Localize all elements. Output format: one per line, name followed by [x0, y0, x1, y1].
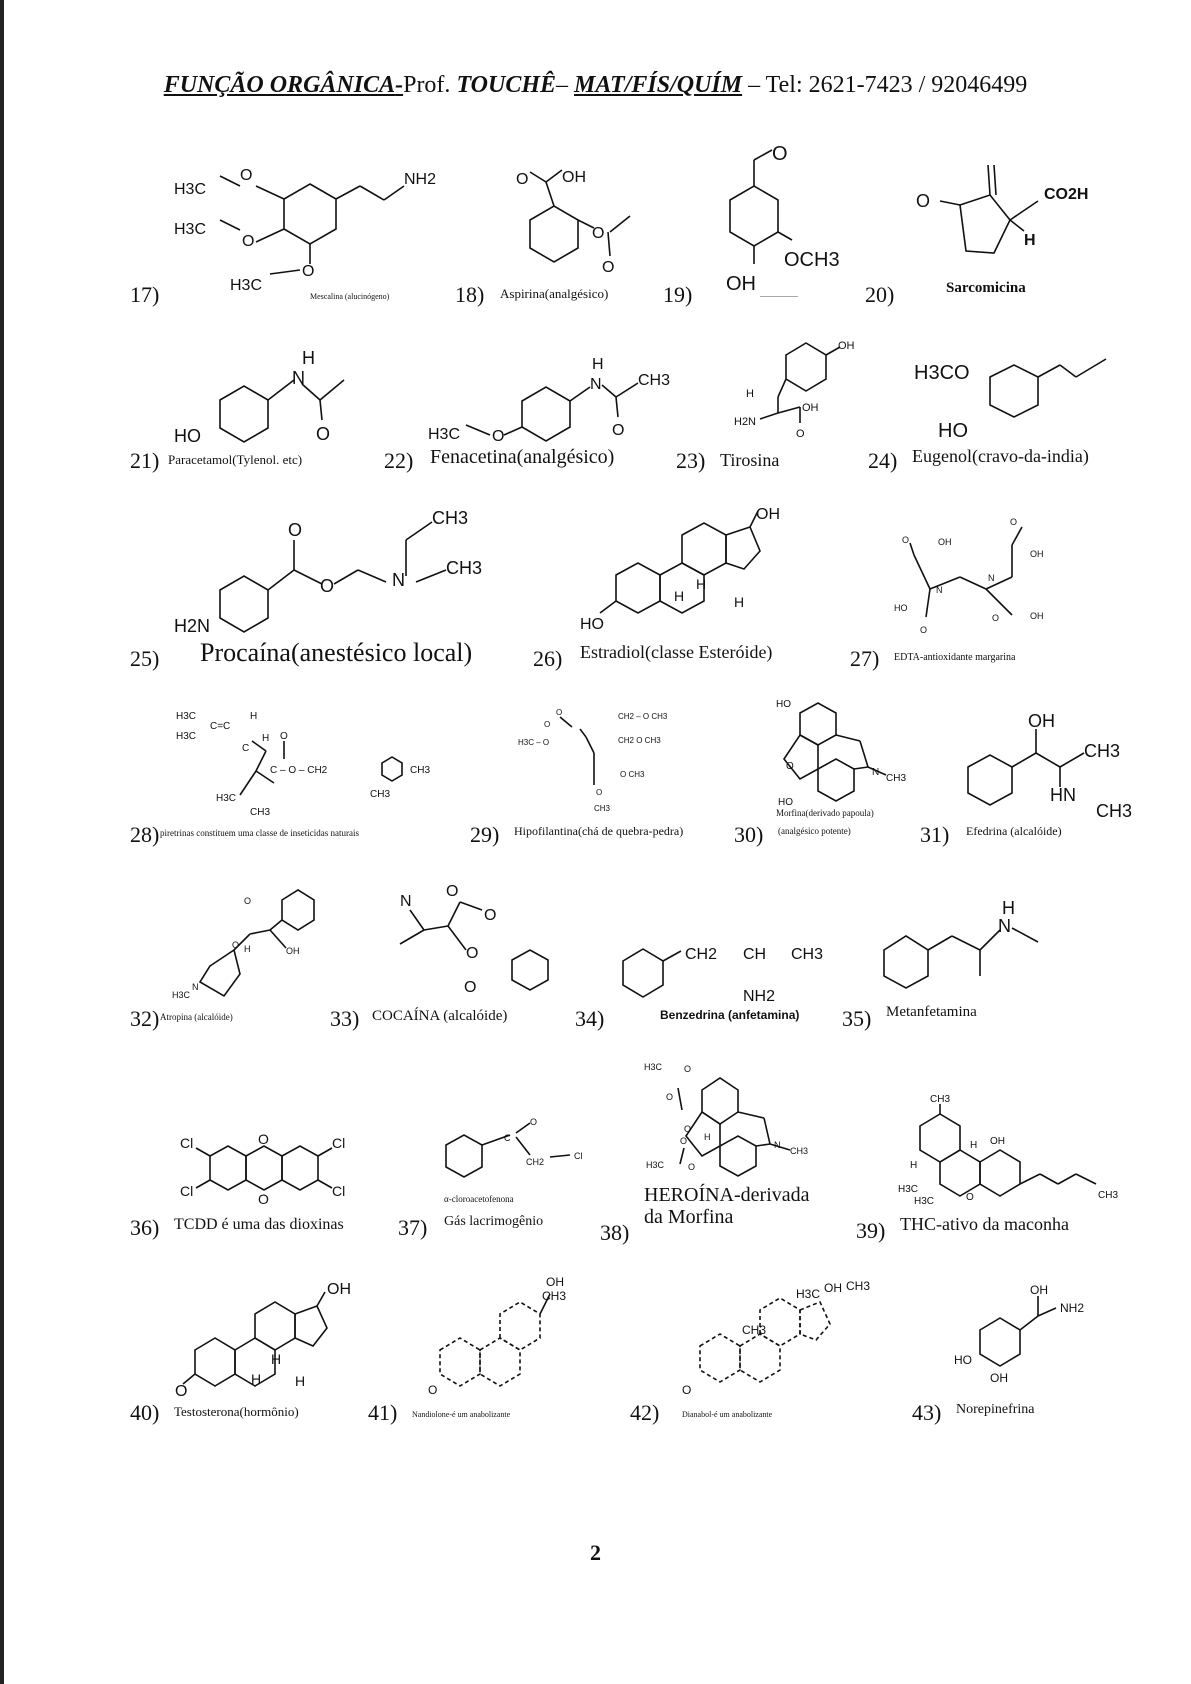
atom-label: CH2 O CH3 — [618, 736, 661, 745]
compound-label-21: Paracetamol(Tylenol. etc) — [168, 452, 303, 467]
compound-label-36: TCDD é uma das dioxinas — [174, 1216, 344, 1233]
atom-label: O — [592, 225, 605, 242]
structure-41 — [420, 1270, 580, 1400]
atom-label: OH — [802, 402, 819, 414]
atom-label: H3C — [796, 1287, 821, 1301]
atom-label: O — [772, 143, 788, 165]
compound-number-35: 35) — [842, 1006, 872, 1031]
compound-number-37: 37) — [398, 1215, 428, 1240]
atom-label: O — [484, 907, 497, 924]
atom-label: H3C — [172, 990, 191, 1000]
atom-label: N — [392, 570, 405, 590]
compound-label-17: Mescalina (alucinógeno) — [310, 292, 390, 301]
page-number: 2 — [590, 1540, 601, 1565]
structure-33 — [380, 880, 580, 1000]
atom-label: Cl — [574, 1151, 583, 1161]
atom-label: NH2 — [743, 988, 776, 1005]
atom-label: H — [734, 594, 745, 610]
atom-label: OH — [1030, 1283, 1048, 1297]
atom-label: O — [612, 422, 625, 439]
compound-number-38: 38) — [600, 1220, 630, 1245]
atom-label: N — [292, 368, 305, 388]
atom-label: H — [674, 588, 685, 604]
atom-label: H3C – O — [518, 738, 550, 747]
atom-label: NH2 — [404, 171, 437, 188]
atom-label: O — [682, 1383, 692, 1397]
structure-36 — [180, 1130, 370, 1210]
atom-label: H3C — [174, 221, 207, 238]
atom-label: H — [910, 1160, 918, 1171]
atom-label: OH — [726, 273, 756, 295]
compound-label-30-line2: (analgésico potente) — [778, 826, 851, 836]
compound-number-27: 27) — [850, 646, 880, 671]
atom-label: O — [556, 708, 563, 717]
atom-label: O — [786, 761, 794, 772]
compound-label-39: THC-ativo da maconha — [900, 1214, 1069, 1234]
compound-label-42: Dianabol-é um anabolizante — [682, 1410, 773, 1419]
atom-label: H2N — [174, 616, 211, 636]
structure-43 — [950, 1280, 1120, 1390]
atom-label: O — [244, 896, 252, 906]
compound-label-37: Gás lacrimogênio — [444, 1214, 544, 1229]
atom-label: N — [988, 573, 995, 583]
atom-label: CH3 — [432, 508, 469, 528]
compound-label-41: Nandiolone-é um anabolizante — [412, 1410, 511, 1419]
atom-label: OH — [562, 169, 586, 186]
structure-17 — [160, 150, 437, 294]
atom-label: H3C — [230, 277, 263, 294]
compound-label-27: EDTA-antioxidante margarina — [894, 652, 1016, 663]
atom-label: CH3 — [930, 1094, 951, 1105]
atom-label: CH2 — [526, 1157, 545, 1167]
atom-label: O — [232, 940, 240, 950]
atom-label: CH3 — [1084, 741, 1121, 761]
atom-label: O — [688, 1162, 696, 1172]
compound-label-43: Norepinefrina — [956, 1402, 1035, 1417]
structure-18 — [490, 160, 640, 280]
structure-28 — [170, 705, 450, 825]
scan-edge-line — [0, 0, 4, 1684]
structure-37 — [440, 1115, 610, 1195]
atom-label: OH — [286, 946, 300, 956]
structure-38 — [640, 1060, 840, 1180]
atom-label: OH — [546, 1275, 564, 1289]
structure-21 — [170, 350, 370, 450]
compound-label-25: Procaína(anestésico local) — [200, 638, 473, 667]
atom-label: OH — [938, 537, 952, 547]
compound-number-23: 23) — [676, 448, 706, 473]
atom-label: C – O – CH2 — [270, 765, 328, 776]
compound-label-38: HEROÍNA-derivada — [644, 1184, 810, 1206]
atom-label: O — [544, 720, 551, 729]
structure-22 — [420, 355, 680, 445]
compound-number-30: 30) — [734, 822, 764, 847]
atom-label: O — [992, 613, 1000, 623]
compound-number-33: 33) — [330, 1006, 360, 1031]
atom-label: H — [1002, 898, 1015, 918]
atom-label: CH3 — [790, 1146, 809, 1156]
atom-label: H3C — [644, 1062, 663, 1072]
atom-label: HO — [938, 420, 968, 442]
structure-40 — [175, 1280, 385, 1410]
header-prof: Prof. — [403, 72, 457, 98]
compound-number-19: 19) — [663, 282, 693, 307]
structure-31 — [960, 705, 1140, 825]
structure-35 — [880, 900, 1080, 1000]
compound-number-43: 43) — [912, 1400, 942, 1425]
atom-label: O — [1010, 517, 1018, 527]
atom-label: HO — [954, 1353, 972, 1367]
atom-label: H — [696, 576, 707, 592]
atom-label: N — [998, 916, 1011, 936]
atom-label: H — [244, 944, 251, 954]
compound-number-34: 34) — [575, 1006, 605, 1031]
atom-label: N — [936, 585, 943, 595]
structure-32 — [170, 890, 340, 1010]
atom-label: CH3 — [742, 1323, 767, 1337]
atom-label: CH3 — [250, 807, 271, 818]
atom-label: C=C — [210, 721, 231, 732]
compound-label-18: Aspirina(analgésico) — [500, 286, 609, 301]
compound-number-20: 20) — [865, 282, 895, 307]
compound-number-29: 29) — [470, 822, 500, 847]
compound-number-26: 26) — [533, 646, 563, 671]
atom-label: O — [320, 576, 335, 596]
atom-label: HO — [778, 797, 793, 808]
compound-label-30: Morfina(derivado papoula) — [776, 808, 874, 818]
atom-label: Cl — [332, 1183, 346, 1199]
atom-label: CH3 — [638, 372, 671, 389]
structure-34 — [615, 935, 835, 1005]
atom-label: OH — [838, 340, 855, 352]
structure-20 — [910, 155, 1089, 270]
atom-label: O — [916, 191, 931, 211]
atom-label: O — [516, 171, 529, 188]
atom-label: O — [602, 259, 615, 276]
atom-label: CH3 — [791, 946, 824, 963]
atom-label: CH3 — [846, 1279, 871, 1293]
atom-label: Cl — [180, 1183, 194, 1199]
atom-label: OCH3 — [784, 249, 840, 271]
atom-label: O — [796, 428, 805, 440]
compound-number-22: 22) — [384, 448, 414, 473]
atom-label: Cl — [332, 1135, 346, 1151]
atom-label: O — [446, 883, 459, 900]
atom-label: O — [666, 1092, 674, 1102]
atom-label: O — [902, 535, 910, 545]
atom-label: H3C — [428, 426, 461, 443]
atom-label: O — [242, 233, 255, 250]
atom-label: N — [872, 767, 880, 778]
atom-label: CH3 — [886, 773, 907, 784]
atom-label: O — [466, 945, 479, 962]
structure-25 — [170, 500, 520, 640]
atom-label: O CH3 — [620, 770, 645, 779]
compound-number-17: 17) — [130, 282, 160, 307]
compound-label-31: Efedrina (alcalóide) — [966, 824, 1062, 838]
atom-label: OH — [1028, 711, 1055, 731]
compound-label-33: COCAÍNA (alcalóide) — [372, 1008, 508, 1024]
header-dash-2: – — [556, 72, 575, 98]
atom-label: O — [596, 788, 603, 797]
atom-label: OH — [327, 1281, 351, 1298]
atom-label: H3C — [174, 181, 207, 198]
header-title: FUNÇÃO ORGÂNICA — [163, 72, 396, 98]
atom-label: H — [592, 356, 604, 373]
atom-label: HO — [894, 603, 908, 613]
compound-label-38-line2: da Morfina — [644, 1206, 734, 1228]
atom-label: HN — [1050, 785, 1076, 805]
atom-label: NH2 — [1060, 1301, 1085, 1315]
compound-label-19: ................... — [760, 290, 798, 299]
atom-label: N — [192, 982, 199, 992]
atom-label: O — [966, 1192, 974, 1203]
atom-label: H — [295, 1373, 306, 1389]
atom-label: H3C — [646, 1160, 665, 1170]
atom-label: HO — [776, 699, 791, 710]
atom-label: Cl — [180, 1135, 194, 1151]
atom-label: O — [240, 167, 253, 184]
atom-label: HO — [174, 426, 201, 446]
header-phone: – Tel: 2621-7423 / 92046499 — [742, 72, 1028, 98]
atom-label: OH — [990, 1136, 1005, 1147]
atom-label: H — [302, 348, 315, 368]
atom-label: O — [680, 1136, 688, 1146]
compound-number-39: 39) — [856, 1218, 886, 1243]
atom-label: H3C — [176, 731, 197, 742]
atom-label: CH3 — [446, 558, 483, 578]
compound-number-31: 31) — [920, 822, 950, 847]
header-dash: - — [395, 72, 404, 98]
structure-23 — [730, 335, 860, 445]
compound-label-29: Hipofilantina(chá de quebra-pedra) — [514, 824, 684, 838]
atom-label: O — [464, 979, 477, 996]
atom-label: O — [175, 1383, 188, 1400]
atom-label: CH2 — [685, 946, 718, 963]
atom-label: CH3 — [594, 804, 611, 813]
compound-number-25: 25) — [130, 646, 160, 671]
atom-label: N — [400, 893, 412, 910]
atom-label: H3C — [898, 1184, 919, 1195]
structure-19 — [700, 140, 850, 295]
compound-number-32: 32) — [130, 1006, 160, 1031]
atom-label: O — [920, 625, 928, 635]
compound-label-40: Testosterona(hormônio) — [174, 1404, 299, 1419]
compound-number-41: 41) — [368, 1400, 398, 1425]
header-name: TOUCHÊ — [456, 72, 557, 98]
atom-label: OH — [756, 506, 780, 523]
atom-label: N — [774, 1140, 781, 1150]
atom-label: H3CO — [914, 362, 970, 384]
atom-label: OH — [1030, 611, 1044, 621]
compound-number-28: 28) — [130, 822, 160, 847]
atom-label: O — [684, 1064, 692, 1074]
atom-label: OH — [824, 1281, 842, 1295]
atom-label: N — [590, 376, 602, 393]
atom-label: CH — [743, 946, 767, 963]
page-header — [0, 72, 1191, 99]
compound-label-28: piretrinas constituem uma classe de inseticidas naturais — [160, 828, 359, 838]
atom-label: H3C — [176, 711, 197, 722]
compound-label-35: Metanfetamina — [886, 1004, 977, 1020]
atom-label: HO — [580, 616, 604, 633]
atom-label: H2N — [734, 416, 757, 428]
compound-number-21: 21) — [130, 448, 160, 473]
atom-label: CH3 — [1096, 801, 1133, 821]
atom-label: O — [302, 263, 315, 280]
structure-39 — [890, 1094, 1120, 1210]
atom-label: O — [530, 1117, 538, 1127]
structure-27 — [880, 515, 1060, 635]
compound-number-42: 42) — [630, 1400, 660, 1425]
atom-label: H3C — [914, 1196, 935, 1207]
atom-label: H — [250, 711, 258, 722]
atom-label: H — [251, 1371, 262, 1387]
atom-label: O — [258, 1191, 269, 1207]
structure-26 — [580, 505, 810, 635]
atom-label: O — [492, 428, 505, 445]
compound-number-36: 36) — [130, 1215, 160, 1240]
compound-label-24: Eugenol(cravo-da-india) — [912, 446, 1089, 466]
structure-30 — [760, 695, 930, 815]
compound-label-20: Sarcomicina — [946, 280, 1026, 296]
atom-label: O — [316, 424, 331, 444]
header-subjects: MAT/FÍS/QUÍM — [574, 72, 743, 98]
compound-number-18: 18) — [455, 282, 485, 307]
atom-label: H — [704, 1132, 711, 1142]
atom-label: C — [504, 1133, 511, 1143]
structure-42 — [670, 1270, 880, 1400]
structure-24 — [910, 355, 1130, 445]
atom-label: CH3 — [1098, 1190, 1119, 1201]
atom-label: H — [271, 1351, 282, 1367]
atom-label: H — [262, 733, 270, 744]
atom-label: O — [684, 1124, 692, 1134]
atom-label: CO2H — [1044, 186, 1089, 203]
atom-label: CH2 – O CH3 — [618, 712, 668, 721]
compound-number-40: 40) — [130, 1400, 160, 1425]
atom-label: H — [1024, 232, 1036, 249]
atom-label: O — [288, 520, 303, 540]
atom-label: CH3 — [542, 1289, 567, 1303]
atom-label: OH — [1030, 549, 1044, 559]
compound-label-23: Tirosina — [720, 450, 780, 470]
atom-label: H3C — [216, 793, 237, 804]
compound-label-26: Estradiol(classe Esteróide) — [580, 642, 773, 662]
atom-label: H — [746, 388, 754, 400]
compound-number-24: 24) — [868, 448, 898, 473]
compound-label-22: Fenacetina(analgésico) — [430, 446, 615, 468]
atom-label: CH3 — [370, 789, 391, 800]
atom-label: H — [970, 1140, 978, 1151]
compound-label-32: Atropina (alcalóide) — [160, 1012, 233, 1022]
compound-label-34: Benzedrina (anfetamina) — [660, 1008, 800, 1022]
atom-label: OH — [990, 1371, 1008, 1385]
atom-label: CH3 — [410, 765, 431, 776]
atom-label: O — [280, 731, 288, 742]
structure-29 — [510, 705, 700, 825]
atom-label: C — [242, 743, 250, 754]
atom-label: O — [258, 1131, 269, 1147]
compound-sublabel-37: α-cloroacetofenona — [444, 1194, 514, 1204]
atom-label: O — [428, 1383, 438, 1397]
